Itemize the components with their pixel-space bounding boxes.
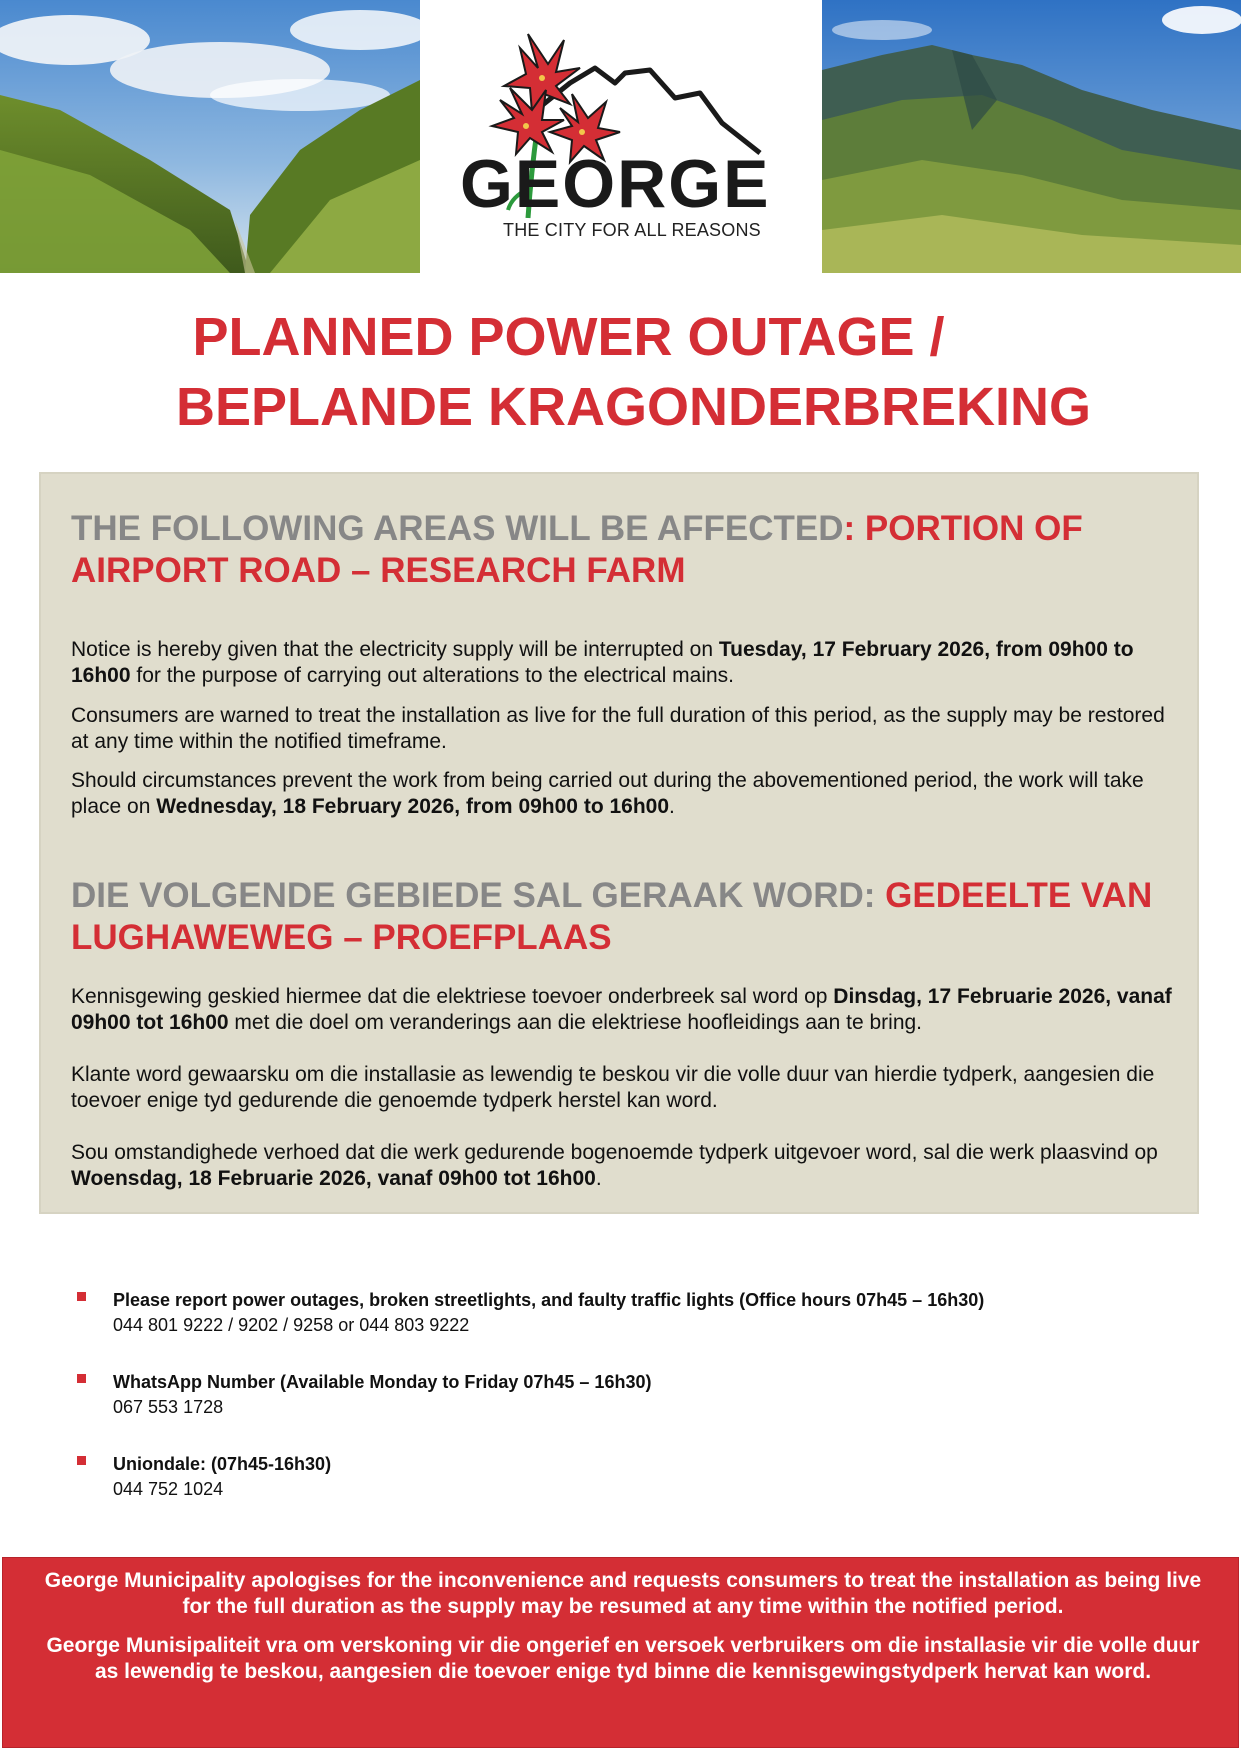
- bullet-square-icon: [77, 1374, 86, 1383]
- english-p1-text-end: for the purpose of carrying out alterations to the electrical mains.: [130, 664, 735, 687]
- afrikaans-heading-red: GEDEELTE VAN LUGHAWEWEG – PROEFPLAAS: [71, 876, 1153, 957]
- english-paragraph-3: [71, 768, 1181, 820]
- footer-apology-english: George Municipality apologises for the inconvenience and requests consumers to treat the installation as being live for the full duration as the supply may be resumed at any time within the notified period.: [44, 1569, 1202, 1618]
- afrikaans-paragraph-2: Klante word gewaarsku om die installasie as lewendig te beskou vir die volle duur van hierdie tydperk, aangesien die toevoer enige tyd gedurende die genoemde tydperk herstel kan word.: [71, 1063, 1155, 1112]
- english-p1-text: Notice is hereby given that the electricity supply will be interrupted on: [71, 638, 719, 661]
- contact-label: WhatsApp Number (Available Monday to Friday 07h45 – 16h30): [113, 1372, 652, 1392]
- afrikaans-affected-areas-heading: [71, 875, 1181, 959]
- contact-phone: 067 553 1728: [113, 1397, 224, 1417]
- afrikaans-p3-text: Sou omstandighede verhoed dat die werk gedurende bogenoemde tydperk uitgevoer word, sal die werk plaasvind op: [71, 1141, 1158, 1164]
- english-paragraph-2: Consumers are warned to treat the installation as live for the full duration of this period, as the supply may be restored at any time within the notified timeframe.: [71, 704, 1165, 753]
- afrikaans-p1-text-end: met die doel om veranderings aan die elektriese hoofleidings aan te bring.: [228, 1011, 923, 1034]
- page-title-line-2: BEPLANDE KRAGONDERBREKING: [175, 377, 1092, 437]
- afrikaans-heading-grey: DIE VOLGENDE GEBIEDE SAL GERAAK WORD:: [71, 876, 886, 915]
- contact-label: Uniondale: (07h45-16h30): [113, 1454, 332, 1474]
- contact-phone: 044 752 1024: [113, 1479, 224, 1499]
- english-affected-areas-heading: [71, 508, 1181, 592]
- english-heading-red: : PORTION OF AIRPORT ROAD – RESEARCH FARM: [71, 509, 1083, 590]
- afrikaans-p3-date: Woensdag, 18 Februarie 2026, vanaf 09h00 tot 16h00: [71, 1167, 596, 1190]
- afrikaans-p3-text-end: .: [595, 1167, 602, 1190]
- landscape-photo-right: [822, 0, 1241, 273]
- english-heading-grey: THE FOLLOWING AREAS WILL BE AFFECTED: [71, 509, 844, 548]
- afrikaans-p1-date: Dinsdag, 17 Februarie 2026, vanaf 09h00 tot 16h00: [71, 985, 1172, 1034]
- page-title-line-1: PLANNED POWER OUTAGE /: [192, 307, 945, 367]
- apology-footer: [2, 1557, 1239, 1748]
- contact-label: Please report power outages, broken streetlights, and faulty traffic lights (Office hours 07h45 – 16h30): [113, 1290, 985, 1310]
- english-p3-text-end: .: [669, 795, 675, 818]
- george-logo: [420, 0, 822, 273]
- english-paragraph-1: [71, 637, 1181, 689]
- bullet-square-icon: [77, 1292, 86, 1301]
- english-p3-date: Wednesday, 18 February 2026, from 09h00 to 16h00: [156, 795, 670, 818]
- bullet-square-icon: [77, 1456, 86, 1465]
- english-p3-text: Should circumstances prevent the work from being carried out during the abovementioned period, the work will take place on: [71, 769, 1144, 818]
- notice-panel: [39, 472, 1199, 1214]
- landscape-photo-left: [0, 0, 420, 273]
- afrikaans-paragraph-1: [71, 984, 1181, 1036]
- logo-tagline: THE CITY FOR ALL REASONS: [503, 220, 761, 240]
- afrikaans-p1-text: Kennisgewing geskied hiermee dat die elektriese toevoer onderbreek sal word op: [71, 985, 834, 1008]
- contact-phone: 044 801 9222 / 9202 / 9258 or 044 803 9222: [113, 1315, 470, 1335]
- logo-wordmark: GEORGE: [460, 146, 771, 222]
- footer-apology-afrikaans: George Munisipaliteit vra om verskoning vir die ongerief en versoek verbruikers om die installasie vir die volle duur as lewendig te beskou, aangesien die toevoer enige tyd binne die kennisgewingstydperk hervat kan word.: [46, 1634, 1200, 1683]
- afrikaans-paragraph-3: [71, 1140, 1181, 1192]
- english-p1-date: Tuesday, 17 February 2026, from 09h00 to 16h00: [71, 638, 1134, 687]
- header-divider: [811, 0, 822, 273]
